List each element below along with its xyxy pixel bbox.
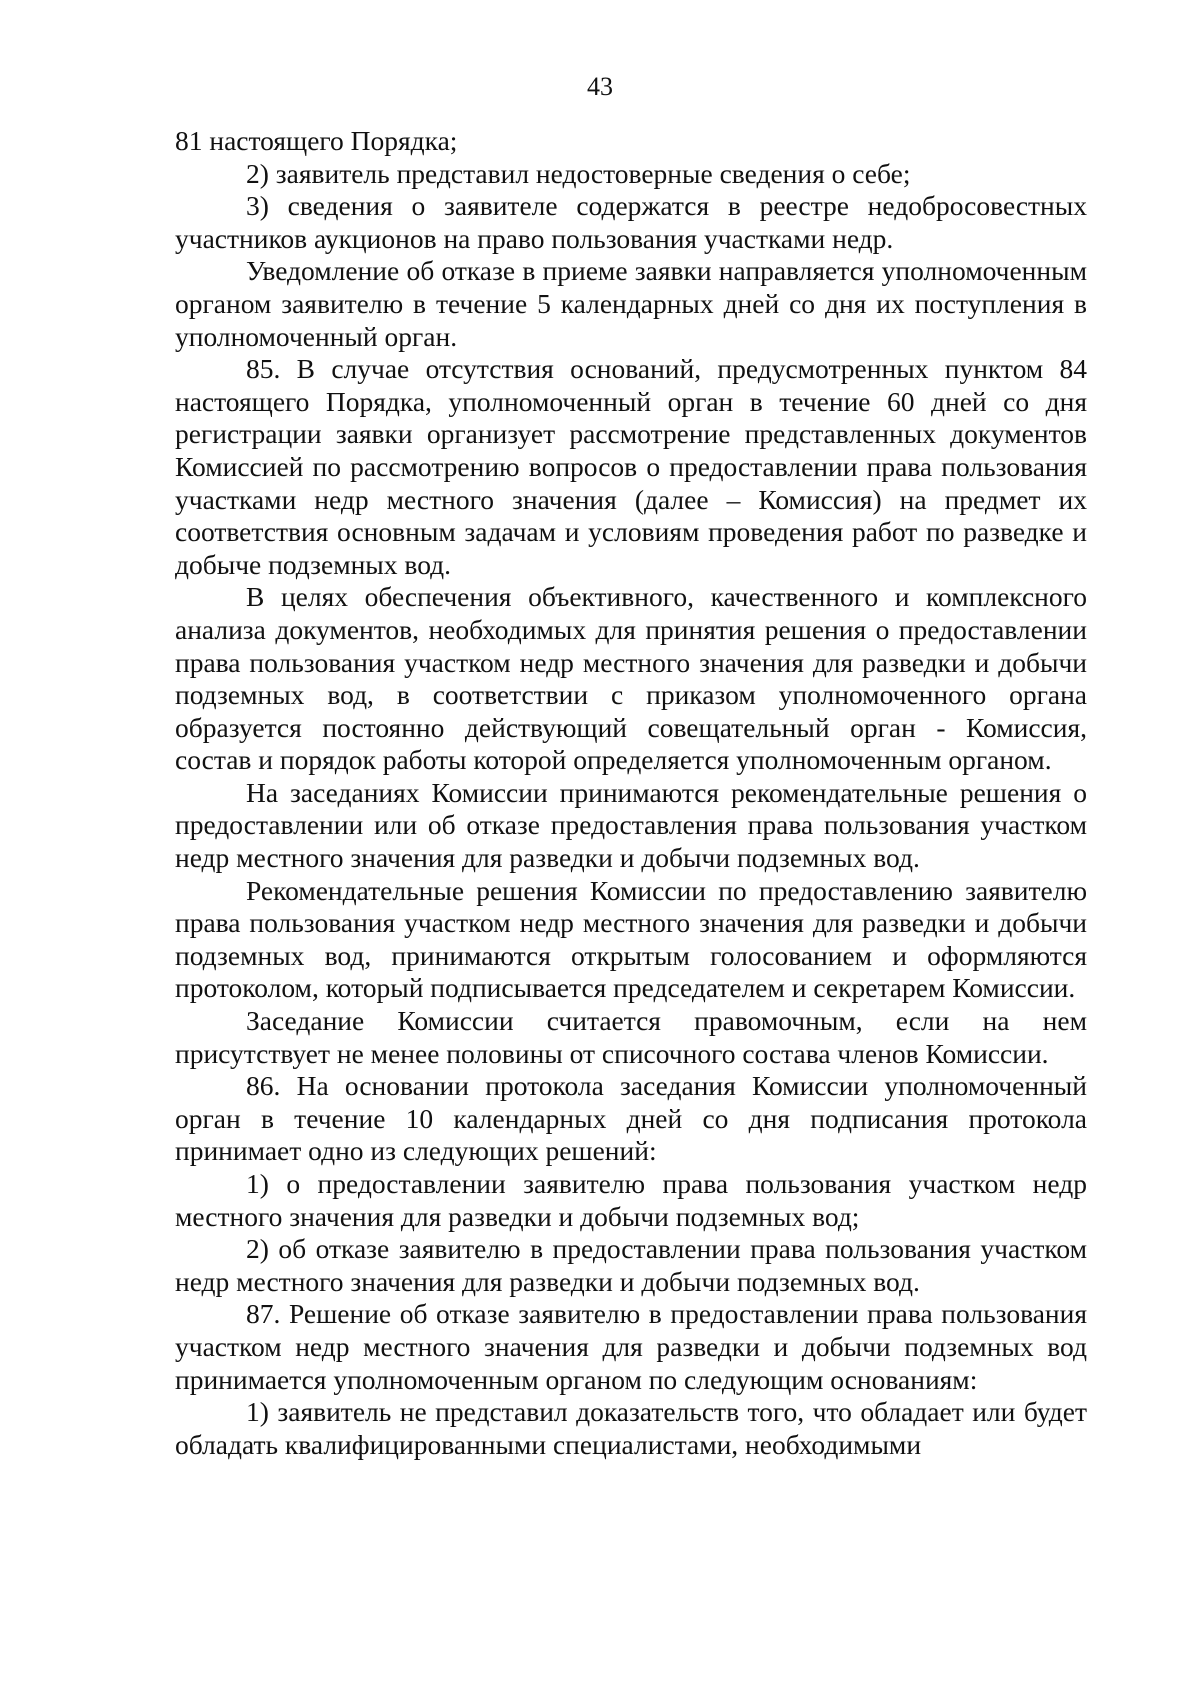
paragraph: В целях обеспечения объективного, качественного и комплексного анализа документов, необходимых для принятия решения о предоставлении права пользования участком недр местного значения для разведки и добычи подземных вод, в соответствии с приказом уполномоченного органа образуется постоянно действующий совещательный орган - Комиссия, состав и порядок работы которой определяется уполномоченным органом.	[175, 581, 1087, 776]
paragraph: Рекомендательные решения Комиссии по предоставлению заявителю права пользования участком недр местного значения для разведки и добычи подземных вод, принимаются открытым голосованием и оформляются протоколом, который подписывается председателем и секретарем Комиссии.	[175, 874, 1087, 1004]
paragraph: На заседаниях Комиссии принимаются рекомендательные решения о предоставлении или об отказе предоставления права пользования участком недр местного значения для разведки и добычи подземных вод.	[175, 776, 1087, 874]
paragraph-clause-85: 85. В случае отсутствия оснований, предусмотренных пунктом 84 настоящего Порядка, уполномоченный орган в течение 60 дней со дня регистрации заявки организует рассмотрение представленных документов Комиссией по рассмотрению вопросов о предоставлении права пользования участками недр местного значения (далее – Комиссия) на предмет их соответствия основным задачам и условиям проведения работ по разведке и добыче подземных вод.	[175, 353, 1087, 580]
document-body	[175, 125, 1087, 1461]
paragraph-list-item: 2) об отказе заявителю в предоставлении права пользования участком недр местного значения для разведки и добычи подземных вод.	[175, 1233, 1087, 1297]
page-number: 43	[587, 72, 613, 101]
paragraph: Уведомление об отказе в приеме заявки направляется уполномоченным органом заявителю в течение 5 календарных дней со дня их поступления в уполномоченный орган.	[175, 255, 1087, 352]
paragraph-clause-87: 87. Решение об отказе заявителю в предоставлении права пользования участком недр местного значения для разведки и добычи подземных вод принимается уполномоченным органом по следующим основаниям:	[175, 1298, 1087, 1395]
paragraph-list-item: 2) заявитель представил недостоверные сведения о себе;	[246, 157, 911, 189]
paragraph-continuation: 81 настоящего Порядка;	[175, 125, 458, 156]
paragraph-list-item: 1) заявитель не представил доказательств того, что обладает или будет обладать квалифицированными специалистами, необходимыми	[175, 1396, 1087, 1460]
paragraph-list-item: 3) сведения о заявителе содержатся в реестре недобросовестных участников аукционов на право пользования участками недр.	[175, 190, 1087, 254]
paragraph: Заседание Комиссии считается правомочным, если на нем присутствует не менее половины от списочного состава членов Комиссии.	[175, 1005, 1087, 1069]
paragraph-clause-86: 86. На основании протокола заседания Комиссии уполномоченный орган в течение 10 календарных дней со дня подписания протокола принимает одно из следующих решений:	[175, 1070, 1087, 1167]
paragraph-list-item: 1) о предоставлении заявителю права пользования участком недр местного значения для разведки и добычи подземных вод;	[175, 1168, 1087, 1232]
